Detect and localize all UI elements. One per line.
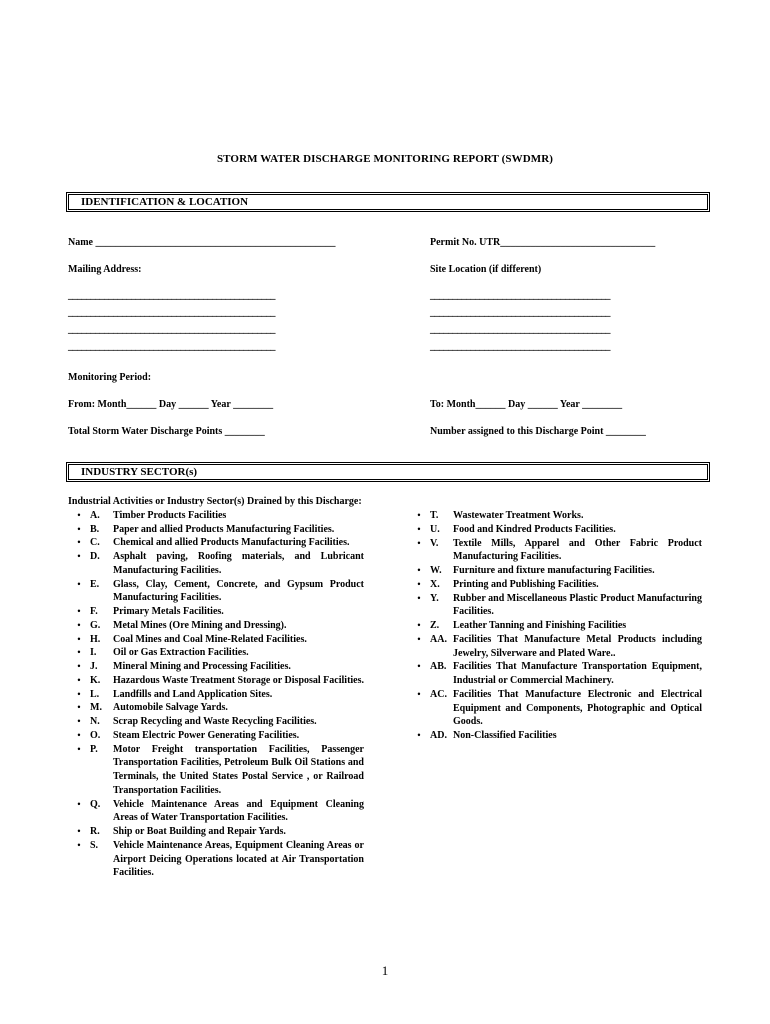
industry-sector-item: [408, 688, 702, 729]
bullet-icon: •: [417, 730, 421, 740]
bullet-icon: •: [417, 620, 421, 630]
industry-sector-item: [408, 633, 702, 661]
sector-letter: H.: [90, 633, 101, 645]
sector-description: Automobile Salvage Yards.: [113, 702, 228, 714]
bullet-icon: •: [417, 578, 421, 589]
sector-letter: Z.: [430, 620, 440, 631]
sector-letter: S.: [90, 839, 99, 851]
sector-description: Facilities That Manufacture Metal Products including Jewelry, Silverware and Plated Ware..: [453, 633, 702, 659]
sector-description: Non-Classified Facilities: [453, 730, 557, 741]
bullet-icon: •: [417, 633, 421, 644]
industry-sector-item: [68, 701, 364, 715]
bullet-icon: •: [417, 661, 421, 672]
industry-sector-item: [408, 729, 702, 743]
sector-description: Timber Products Facilities: [113, 509, 227, 521]
bullet-icon: •: [77, 702, 81, 713]
section-identification-location: [66, 192, 710, 212]
sector-letter: AC.: [430, 688, 447, 700]
sector-description: Mineral Mining and Processing Facilities.: [113, 661, 291, 672]
sector-description: Wastewater Treatment Works.: [453, 510, 584, 521]
mailing-address-label: Mailing Address:: [68, 264, 142, 275]
sector-letter: O.: [90, 729, 101, 741]
bullet-icon: •: [417, 565, 421, 575]
from-date-field[interactable]: From: Month______ Day ______ Year ________: [68, 399, 274, 410]
industry-sector-item: [68, 619, 364, 633]
bullet-icon: •: [417, 688, 421, 699]
sector-description: Vehicle Maintenance Areas, Equipment Cleaning Areas or Airport Deicing Operations located at Air Transportation Facilities.: [113, 839, 364, 879]
bullet-icon: •: [77, 633, 81, 644]
sector-description: Metal Mines (Ore Mining and Dressing).: [113, 619, 287, 631]
bullet-icon: •: [77, 839, 81, 850]
sector-letter: C.: [90, 537, 100, 549]
industry-sector-item: [68, 578, 364, 606]
mailing-address-line-4[interactable]: ______________________________________________: [68, 341, 275, 352]
sector-description: Chemical and allied Products Manufacturing Facilities.: [113, 537, 350, 549]
sector-letter: M.: [90, 702, 102, 714]
industry-sector-item: [68, 688, 364, 702]
bullet-icon: •: [77, 647, 81, 658]
mailing-address-line-3[interactable]: ______________________________________________: [68, 324, 275, 335]
section-heading: IDENTIFICATION & LOCATION: [81, 196, 249, 208]
sector-description: Facilities That Manufacture Transportation Equipment, Industrial or Commercial Machinery.: [453, 661, 702, 686]
bullet-icon: •: [77, 716, 81, 726]
bullet-icon: •: [77, 537, 81, 548]
sector-letter: U.: [430, 523, 440, 535]
bullet-icon: •: [417, 592, 421, 603]
industry-sector-item: [408, 592, 702, 620]
bullet-icon: •: [77, 661, 81, 671]
industry-sector-list-right: [408, 509, 702, 743]
sector-description: Landfills and Land Application Sites.: [113, 688, 273, 700]
name-field[interactable]: Name ________________________________________________: [68, 237, 336, 248]
sector-letter: X.: [430, 578, 440, 590]
industry-intro: Industrial Activities or Industry Sector(s) Drained by this Discharge:: [68, 496, 362, 507]
sector-description: Coal Mines and Coal Mine-Related Facilities.: [113, 633, 307, 645]
sector-description: Food and Kindred Products Facilities.: [453, 523, 616, 535]
sector-description: Textile Mills, Apparel and Other Fabric Product Manufacturing Facilities.: [453, 537, 702, 563]
industry-sector-item: [68, 798, 364, 826]
industry-sector-item: [408, 523, 702, 537]
bullet-icon: •: [77, 688, 81, 699]
sector-description: Printing and Publishing Facilities.: [453, 578, 599, 590]
sector-description: Primary Metals Facilities.: [113, 606, 224, 617]
industry-sector-item: [68, 509, 364, 523]
industry-sector-item: [408, 660, 702, 688]
to-date-field[interactable]: To: Month______ Day ______ Year ________: [430, 399, 623, 410]
site-location-line-3[interactable]: ________________________________________: [430, 324, 610, 335]
industry-sector-item: [68, 646, 364, 660]
site-location-label: Site Location (if different): [430, 264, 542, 275]
sector-description: Leather Tanning and Finishing Facilities: [453, 620, 627, 631]
sector-letter: G.: [90, 619, 101, 631]
site-location-line-4[interactable]: ________________________________________: [430, 341, 610, 352]
discharge-point-number-field[interactable]: Number assigned to this Discharge Point ________: [430, 426, 646, 437]
section-heading: INDUSTRY SECTOR(s): [81, 466, 198, 478]
bullet-icon: •: [77, 606, 81, 616]
industry-sector-item: [68, 660, 364, 674]
sector-letter: B.: [90, 523, 100, 535]
sector-letter: Q.: [90, 798, 101, 810]
bullet-icon: •: [77, 551, 81, 561]
sector-letter: J.: [90, 661, 98, 672]
sector-letter: E.: [90, 578, 100, 590]
sector-letter: F.: [90, 606, 98, 617]
sector-letter: P.: [90, 743, 98, 755]
site-location-line-2[interactable]: ________________________________________: [430, 307, 610, 318]
industry-sector-item: [68, 550, 364, 578]
industry-sector-item: [68, 743, 364, 798]
page-title: STORM WATER DISCHARGE MONITORING REPORT (SWDMR): [216, 153, 554, 165]
bullet-icon: •: [417, 523, 421, 534]
sector-description: Scrap Recycling and Waste Recycling Facilities.: [113, 716, 317, 727]
industry-sector-item: [68, 536, 364, 550]
sector-letter: N.: [90, 716, 100, 727]
bullet-icon: •: [77, 743, 81, 754]
sector-description: Rubber and Miscellaneous Plastic Product Manufacturing Facilities.: [453, 592, 702, 618]
sector-letter: T.: [430, 510, 439, 521]
sector-description: Paper and allied Products Manufacturing Facilities.: [113, 523, 335, 535]
sector-description: Glass, Clay, Cement, Concrete, and Gypsum Product Manufacturing Facilities.: [113, 578, 364, 604]
sector-description: Facilities That Manufacture Electronic and Electrical Equipment and Components, Photographic and Optical Goods.: [453, 688, 702, 728]
bullet-icon: •: [77, 619, 81, 630]
industry-sector-item: [68, 839, 364, 880]
sector-letter: AD.: [430, 730, 447, 741]
site-location-line-1[interactable]: ________________________________________: [430, 290, 610, 301]
bullet-icon: •: [417, 510, 421, 520]
sector-letter: W.: [430, 565, 442, 576]
bullet-icon: •: [77, 578, 81, 589]
industry-sector-item: [408, 619, 702, 633]
sector-description: Asphalt paving, Roofing materials, and Lubricant Manufacturing Facilities.: [113, 551, 364, 576]
industry-sector-item: [68, 674, 364, 688]
permit-number-field[interactable]: Permit No. UTR_______________________________: [430, 237, 656, 248]
sector-description: Furniture and fixture manufacturing Facilities.: [453, 565, 655, 576]
sector-description: Steam Electric Power Generating Facilities.: [113, 729, 300, 741]
industry-sector-item: [68, 605, 364, 619]
sector-description: Motor Freight transportation Facilities, Passenger Transportation Facilities, Petroleum Bulk Oil Stations and Terminals, the United States Postal Service , or Railroad Transportation Facilities.: [113, 743, 364, 796]
page-number: 1: [381, 963, 389, 978]
industry-sector-item: [68, 633, 364, 647]
bullet-icon: •: [77, 509, 81, 520]
sector-letter: Y.: [430, 592, 439, 604]
monitoring-period-label: Monitoring Period:: [68, 372, 152, 383]
sector-description: Oil or Gas Extraction Facilities.: [113, 647, 249, 659]
sector-letter: L.: [90, 688, 100, 700]
sector-description: Vehicle Maintenance Areas and Equipment Cleaning Areas of Water Transportation Facilities.: [113, 798, 364, 824]
total-discharge-points-field[interactable]: Total Storm Water Discharge Points ________: [68, 426, 265, 437]
bullet-icon: •: [417, 537, 421, 548]
sector-letter: V.: [430, 537, 439, 549]
industry-sector-list-left: [68, 495, 364, 880]
industry-sector-item: [68, 729, 364, 743]
industry-sector-item: [68, 825, 364, 839]
mailing-address-line-2[interactable]: ______________________________________________: [68, 307, 275, 318]
industry-sector-item: [68, 523, 364, 537]
industry-sector-item: [408, 509, 702, 523]
bullet-icon: •: [77, 674, 81, 685]
bullet-icon: •: [77, 729, 81, 740]
sector-description: Ship or Boat Building and Repair Yards.: [113, 826, 286, 837]
industry-sector-item: [68, 715, 364, 729]
industry-sector-item: [408, 537, 702, 565]
sector-letter: K.: [90, 674, 101, 686]
section-industry-sector: [66, 462, 710, 482]
sector-letter: R.: [90, 826, 100, 837]
sector-letter: I.: [90, 647, 97, 659]
mailing-address-line-1[interactable]: ______________________________________________: [68, 290, 275, 301]
bullet-icon: •: [77, 798, 81, 809]
sector-description: Hazardous Waste Treatment Storage or Disposal Facilities.: [113, 674, 365, 686]
industry-sector-item: [408, 578, 702, 592]
sector-letter: AA.: [430, 633, 447, 645]
bullet-icon: •: [77, 523, 81, 534]
sector-letter: A.: [90, 509, 100, 521]
sector-letter: AB.: [430, 661, 447, 673]
bullet-icon: •: [77, 826, 81, 836]
industry-sector-item: [408, 564, 702, 578]
sector-letter: D.: [90, 551, 100, 562]
